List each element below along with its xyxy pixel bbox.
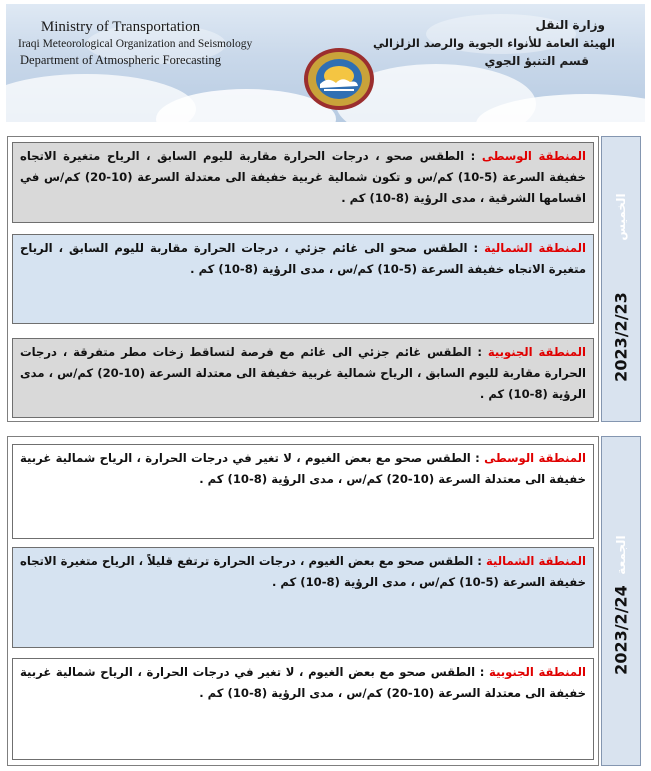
english-organization: Iraqi Meteorological Organization and Seismology <box>18 38 253 50</box>
forecast-north <box>12 234 594 324</box>
region-forecast: الطقس صحو الى غائم جزئي ، درجات الحرارة مقاربة لليوم السابق ، الرياح متغيرة الاتجاه خفيفة السرعة (5-10) كم/س ، مدى الرؤية (8-10) كم . <box>20 241 586 276</box>
arabic-organization: الهيئة العامة للأنواء الجوية والرصد الزلزالي <box>373 36 615 50</box>
region-name: المنطقة الجنوبية : <box>475 665 586 679</box>
day-name: الجمعة <box>614 535 628 575</box>
region-forecast: الطقس غائم جزئي الى غائم مع فرصة لتساقط زخات مطر متفرقة ، درجات الحرارة مقاربة لليوم السابق ، الرياح شمالية غربية خفيفة الى معتدلة السرعة (10-20) كم/س ، مدى الرؤية (8-10) كم . <box>20 345 586 401</box>
forecast-north <box>12 547 594 648</box>
forecast-central <box>12 444 594 539</box>
forecast-central <box>12 142 594 223</box>
forecast-south <box>12 658 594 760</box>
english-header <box>18 18 253 69</box>
day-column <box>601 136 641 422</box>
region-name: المنطقة الوسطى : <box>464 149 586 163</box>
region-name: المنطقة الشمالية : <box>473 554 586 568</box>
region-name: المنطقة الجنوبية : <box>471 345 586 359</box>
english-ministry: Ministry of Transportation <box>40 19 201 35</box>
arabic-ministry: وزارة النقل <box>535 18 605 32</box>
region-forecast: الطقس صحو مع بعض الغيوم ، درجات الحرارة ترتفع قليلاً ، الرياح متغيرة الاتجاه خفيفة السرعة (5-10) كم/س ، مدى الرؤية (8-10) كم . <box>20 554 586 589</box>
region-forecast: الطقس صحو مع بعض الغيوم ، لا تغير في درجات الحرارة ، الرياح شمالية غربية خفيفة الى معتدلة السرعة (10-20) كم/س ، مدى الرؤية (8-10) كم . <box>20 451 586 486</box>
arabic-header <box>373 16 615 70</box>
region-name: المنطقة الشمالية : <box>467 241 586 255</box>
arabic-department: قسم التنبؤ الجوي <box>484 54 589 68</box>
english-department: Department of Atmospheric Forecasting <box>20 53 221 67</box>
header-banner <box>6 4 645 122</box>
forecast-south <box>12 338 594 418</box>
day-date: 2023/2/24 <box>611 585 631 675</box>
region-name: المنطقة الوسطى : <box>471 451 586 465</box>
day-date: 2023/2/23 <box>611 292 631 382</box>
day-column <box>601 436 641 766</box>
region-forecast: الطقس صحو ، درجات الحرارة مقاربة لليوم السابق ، الرياح متغيرة الاتجاه خفيفة السرعة (5-10) كم/س و تكون شمالية غربية خفيفة الى معتدلة السرعة (10-20) كم/س في اقسامها الشرقية ، مدى الرؤية (8-10) كم . <box>20 149 586 205</box>
meteorological-seal-icon <box>302 46 376 112</box>
day-name: الخميس <box>614 193 628 241</box>
region-forecast: الطقس صحو مع بعض الغيوم ، لا تغير في درجات الحرارة ، الرياح شمالية غربية خفيفة الى معتدلة السرعة (10-20) كم/س ، مدى الرؤية (8-10) كم . <box>20 665 586 700</box>
